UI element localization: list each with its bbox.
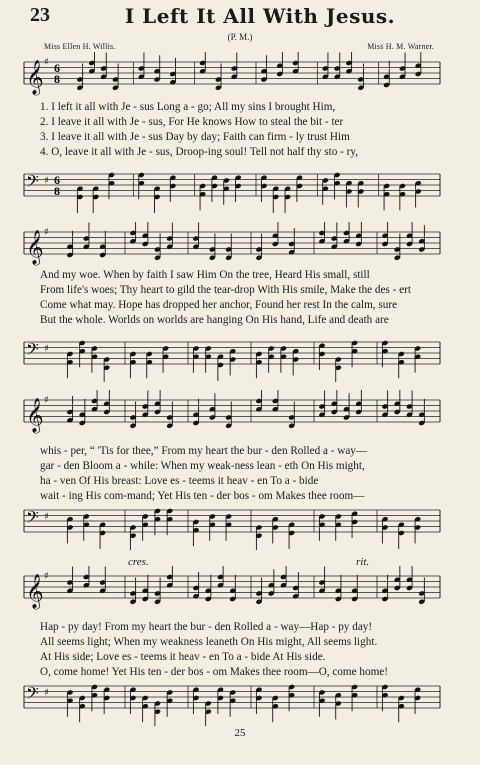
sharp-icon: ♯ <box>44 175 49 187</box>
sharp-icon: ♯ <box>44 687 49 699</box>
bass-staff-system-1 <box>0 164 480 214</box>
hymn-number: 23 <box>30 4 50 26</box>
lyric-verse-4: O, come home! Yet His ten - der bos - om Makes thee room—O, come home! <box>40 666 388 678</box>
treble-clef-icon: 𝄞 <box>26 574 44 609</box>
time-signature-icon: 8 <box>54 184 60 198</box>
lyric-verse-2: 2. I leave it all with Je - sus, For He knows How to steal the bit - ter <box>40 116 344 128</box>
bass-clef-icon: 𝄢 <box>26 507 39 531</box>
lyrics-system-2 <box>40 268 440 328</box>
treble-staff-system-4 <box>0 566 480 616</box>
lyric-verse-1: Hap - py day! From my heart the bur - den Rolled a - way—Hap - py day! <box>40 621 373 633</box>
lyric-verse-3: Come what may. Hope has dropped her anchor, Found her rest In the calm, sure <box>40 299 398 311</box>
treble-clef-icon: 𝄞 <box>26 60 44 95</box>
lyric-verse-1: And my woe. When by faith I saw Him On the tree, Heard His small, still <box>40 269 370 281</box>
lyric-verse-2: From life's woes; Thy heart to gild the tear-drop With His smile, Make the des - ert <box>40 284 411 296</box>
lyric-verse-1: 1. I left it all with Je - sus Long a - go; All my sins I brought Him, <box>40 101 336 113</box>
bass-staff-system-2 <box>0 332 480 382</box>
time-signature-icon: 8 <box>54 72 60 86</box>
meter-marking: (P. M.) <box>227 32 253 42</box>
lyricist-credit: Miss Ellen H. Willis. <box>44 42 116 51</box>
lyrics-system-1 <box>40 100 440 160</box>
lyric-verse-1: whis - per, “ 'Tis for thee,” From my heart the bur - den Rolled a - way— <box>40 445 368 457</box>
lyrics-system-4 <box>40 620 440 680</box>
treble-clef-icon: 𝄞 <box>26 230 44 265</box>
lyric-verse-3: 3. I leave it all with Je - sus Day by day; Faith can firm - ly trust Him <box>40 131 350 143</box>
time-signature-icon: 6 <box>54 61 60 75</box>
hymn-title: I Left It All With Jesus. <box>124 4 396 28</box>
lyric-verse-2: All seems light; When my weakness leaneth On His might, All seems light. <box>40 636 378 648</box>
treble-clef-icon: 𝄞 <box>26 398 44 433</box>
lyric-verse-3: ha - ven Of His breast: Love es - teems it heav - en To a - bide <box>40 475 319 487</box>
bass-clef-icon: 𝄢 <box>26 171 39 195</box>
sharp-icon: ♯ <box>44 571 49 582</box>
sharp-icon: ♯ <box>44 57 49 68</box>
bass-clef-icon: 𝄢 <box>26 339 39 363</box>
sharp-icon: ♯ <box>44 227 49 238</box>
bass-staff-system-3 <box>0 500 480 550</box>
time-signature-icon: 6 <box>54 173 60 187</box>
composer-credit: Miss H. M. Warner. <box>367 42 434 51</box>
sharp-icon: ♯ <box>44 511 49 523</box>
lyrics-system-3 <box>40 444 440 504</box>
lyric-verse-4: wait - ing His com-mand; Yet His ten - der bos - om Makes thee room— <box>40 490 365 502</box>
lyric-verse-4: 4. O, leave it all with Je - sus, Droop-ing soul! Tell not half thy sto - ry, <box>40 146 359 158</box>
ritardando-marking: rit. <box>356 556 370 568</box>
page-number: 25 <box>234 727 246 739</box>
bass-staff-system-4 <box>0 676 480 726</box>
sharp-icon: ♯ <box>44 395 49 406</box>
sharp-icon: ♯ <box>44 343 49 355</box>
treble-staff-system-3 <box>0 390 480 440</box>
lyric-verse-4: But the whole. Worlds on worlds are hanging On His hand, Life and death are <box>40 314 389 326</box>
treble-staff-system-2 <box>0 222 480 272</box>
bass-clef-icon: 𝄢 <box>26 683 39 707</box>
lyric-verse-3: At His side; Love es - teems it heav - en To a - bide At His side. <box>40 651 326 663</box>
treble-staff-system-1 <box>0 52 480 102</box>
crescendo-marking: cres. <box>128 556 149 568</box>
lyric-verse-2: gar - den Bloom a - while: When my weak-ness lean - eth On His might, <box>40 460 365 472</box>
